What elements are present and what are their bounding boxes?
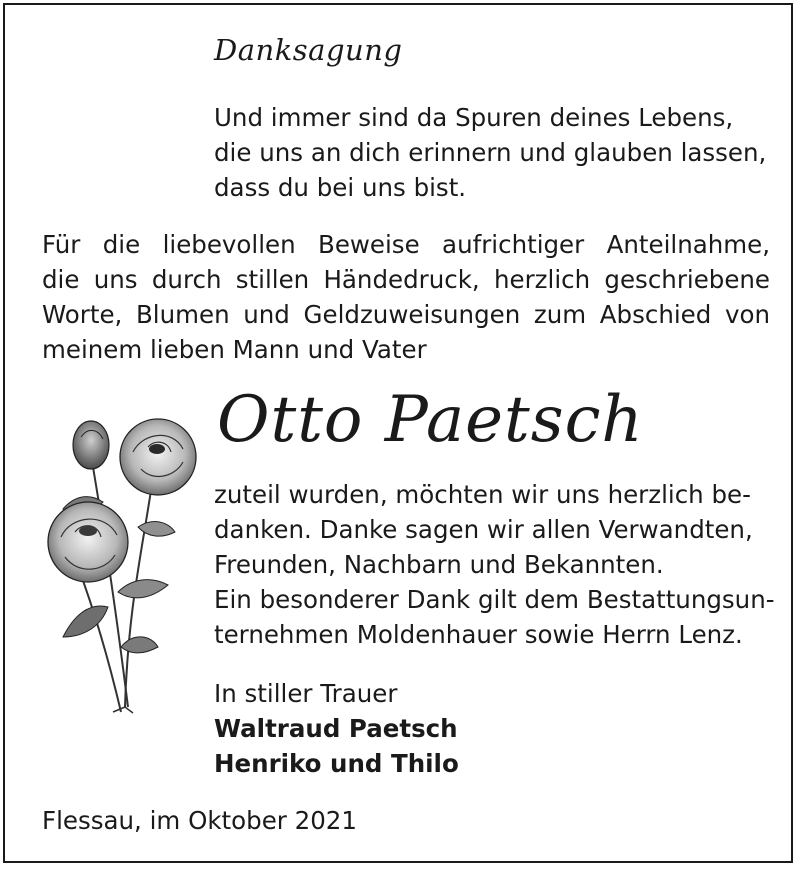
deceased-name: Otto Paetsch xyxy=(217,383,644,457)
place-date: Flessau, im Oktober 2021 xyxy=(42,806,357,835)
intro-line: meinem lieben Mann und Vater xyxy=(42,335,427,364)
intro-paragraph xyxy=(42,227,770,367)
body-line: Ein besonderer Dank gilt dem Bestattungsun- xyxy=(214,585,775,614)
body-line: zuteil wurden, möchten wir uns herzlich be- xyxy=(214,480,751,509)
poem-line: dass du bei uns bist. xyxy=(214,173,467,202)
signoff xyxy=(214,676,459,781)
body-line: danken. Danke sagen wir allen Verwandten, xyxy=(214,515,753,544)
body-paragraph xyxy=(214,477,774,652)
intro-line: Für die liebevollen Beweise aufrichtiger Anteilnahme, xyxy=(42,230,770,259)
intro-line: die uns durch stillen Händedruck, herzlich geschriebene xyxy=(42,265,770,294)
signoff-name: Henriko und Thilo xyxy=(214,749,459,778)
notice-heading: Danksagung xyxy=(214,33,403,67)
poem-line: die uns an dich erinnern und glauben lassen, xyxy=(214,138,767,167)
body-line: Freunden, Nachbarn und Bekannten. xyxy=(214,550,664,579)
poem xyxy=(214,100,784,205)
body-line: ternehmen Moldenhauer sowie Herrn Lenz. xyxy=(214,620,743,649)
notice-frame xyxy=(3,3,793,863)
roses-icon xyxy=(33,407,205,717)
poem-line: Und immer sind da Spuren deines Lebens, xyxy=(214,103,734,132)
signoff-intro: In stiller Trauer xyxy=(214,679,398,708)
signoff-name: Waltraud Paetsch xyxy=(214,714,458,743)
intro-line: Worte, Blumen und Geldzuweisungen zum Abschied von xyxy=(42,300,770,329)
